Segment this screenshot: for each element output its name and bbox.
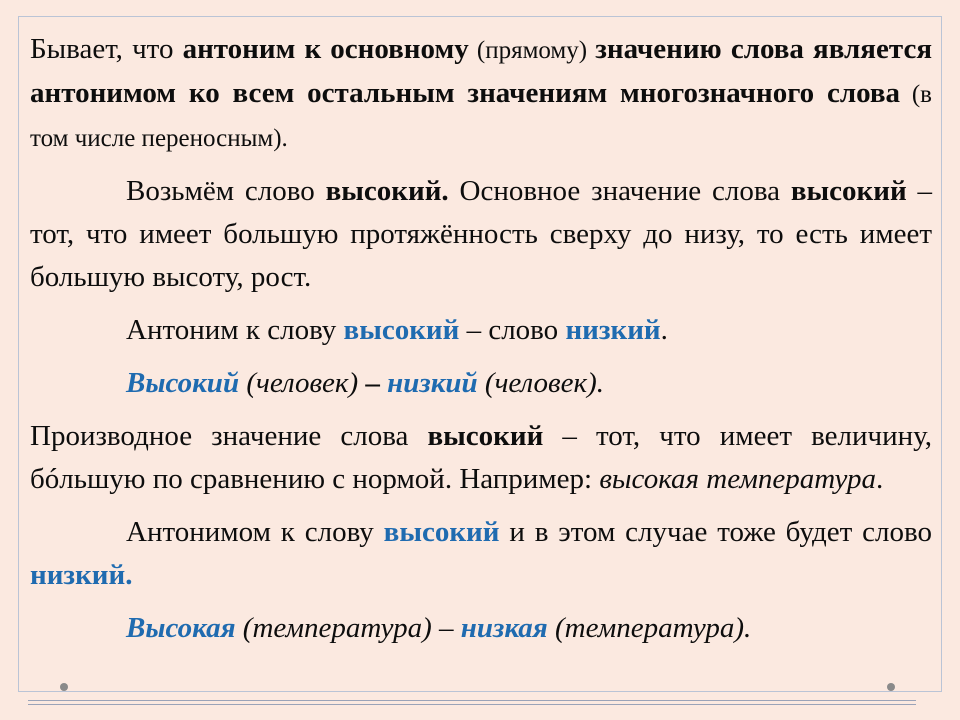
paragraph-5 bbox=[30, 415, 932, 501]
p6-text-2: и в этом случае тоже будет слово bbox=[499, 516, 932, 548]
p1-note-end: (в том числе переносным). bbox=[30, 81, 932, 152]
slide-content bbox=[30, 28, 932, 650]
p6-blue-word-2: низкий. bbox=[30, 559, 133, 591]
p5-bold-word: высокий bbox=[427, 420, 544, 452]
p5-italic-example: высокая температура bbox=[599, 463, 876, 495]
p2-text-2: Основное значение слова bbox=[448, 175, 791, 207]
p2-text-3: – тот, что имеет большую протяжённость сверху до низу, то есть имеет большую высоту, рост. bbox=[30, 175, 933, 293]
paragraph-1 bbox=[30, 28, 932, 160]
p4-dash: – bbox=[365, 367, 380, 399]
p3-blue-word-2: низкий bbox=[565, 314, 661, 346]
p3-period: . bbox=[660, 314, 668, 346]
p2-text: Возьмём слово bbox=[126, 175, 326, 207]
p4-italic: (человек) bbox=[239, 367, 366, 399]
paragraph-4 bbox=[30, 362, 932, 405]
p5-text-2: – тот, что имеет величину, бóльшую по сравнению с нормой. Например: bbox=[30, 420, 933, 495]
p4-blue-word: Высокий bbox=[126, 367, 240, 399]
p1-note: (прямому) bbox=[468, 37, 596, 64]
paragraph-7 bbox=[30, 607, 932, 650]
p7-italic-2: (температура). bbox=[547, 612, 752, 644]
p3-text: Антоним к слову bbox=[126, 314, 344, 346]
bottom-rule bbox=[28, 700, 916, 701]
p7-blue-word: Высокая bbox=[126, 612, 236, 644]
p1-text: Бывает, что bbox=[30, 33, 183, 65]
p3-blue-word: высокий bbox=[343, 314, 460, 346]
p4-italic-2: (человек). bbox=[477, 367, 604, 399]
p2-bold-word: высокий. bbox=[325, 175, 449, 207]
right-dot-icon bbox=[887, 683, 895, 691]
p2-bold-word-2: высокий bbox=[790, 175, 907, 207]
p5-text: Производное значение слова bbox=[30, 420, 428, 452]
left-dot-icon bbox=[60, 683, 68, 691]
paragraph-3 bbox=[30, 309, 932, 352]
p6-text: Антонимом к слову bbox=[126, 516, 384, 548]
paragraph-6 bbox=[30, 511, 932, 597]
p5-period: . bbox=[875, 463, 884, 495]
p6-blue-word: высокий bbox=[383, 516, 500, 548]
p3-text-2: – слово bbox=[459, 314, 566, 346]
p7-blue-word-2: низкая bbox=[460, 612, 548, 644]
p7-italic: (температура) – bbox=[235, 612, 461, 644]
p4-blue-word-2: низкий bbox=[379, 367, 478, 399]
p1-bold-term: антоним к основному bbox=[182, 33, 469, 65]
paragraph-2 bbox=[30, 170, 932, 299]
p1-bold-text: значению слова является антонимом ко всем остальным значениям многозначного слова bbox=[30, 33, 933, 109]
bottom-rule-2 bbox=[28, 704, 916, 705]
